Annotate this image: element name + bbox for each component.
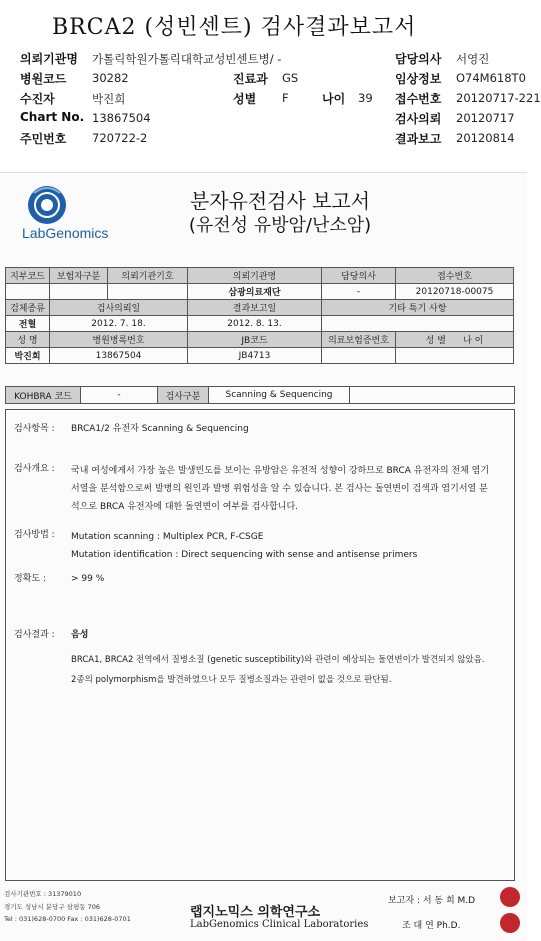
item-value: BRCA1/2 유전자 Scanning & Sequencing: [71, 424, 249, 434]
overview-label: 검사개요 :: [14, 464, 55, 474]
table-cell: [396, 348, 514, 364]
table-row: [6, 300, 514, 316]
test-type-label: 검사구분: [158, 387, 209, 403]
table-header-cell: 의뢰기관기호: [108, 268, 188, 284]
header-label: 담당의사: [395, 52, 442, 66]
table-cell: [50, 284, 108, 300]
table-header-cell: 담당의사: [322, 268, 396, 284]
lab-contact: Tel : 031)628-0700 Fax : 031)628-0701: [4, 915, 131, 923]
table-cell: [322, 316, 514, 332]
header-value: 13867504: [92, 111, 151, 125]
header-label: 진료과: [233, 72, 268, 86]
table-header-cell: 검사의뢰일: [50, 300, 188, 316]
header-label: 검사의뢰: [395, 112, 442, 126]
logo-emblem-icon: [26, 185, 72, 225]
sex-header: 성 별: [425, 336, 446, 346]
table-header-cell: 성 명: [6, 332, 50, 348]
header-value: 39: [358, 91, 373, 105]
header-value: F: [282, 91, 289, 105]
table-header-cell: 의뢰기관명: [188, 268, 322, 284]
table-cell: 삼광의료재단: [188, 284, 322, 300]
method-line: Mutation identification : Direct sequencing with sense and antisense primers: [71, 550, 418, 560]
table-header-cell: JB코드: [188, 332, 322, 348]
kohbra-empty: [350, 387, 514, 403]
result-value: 음성: [71, 630, 89, 640]
test-type-value: Scanning & Sequencing: [209, 387, 350, 403]
table-row: [6, 316, 514, 332]
header-value: 20120717-221: [456, 91, 541, 105]
table-row: [6, 268, 514, 284]
table-cell: 13867504: [50, 348, 188, 364]
table-cell: [6, 284, 50, 300]
table-cell: 전혈: [6, 316, 50, 332]
table-header-cell: 지부코드: [6, 268, 50, 284]
header-label: 접수번호: [395, 92, 442, 106]
table-cell: JB4713: [188, 348, 322, 364]
seal-stamp-icon: [500, 913, 520, 933]
table-header-cell: 의료보험증번호: [322, 332, 396, 348]
table-header-cell: 기타 특기 사항: [322, 300, 514, 316]
item-label: 검사항목 :: [14, 424, 55, 434]
overview-line: 서열을 분석함으로써 발병의 원인과 발병 위험성을 알 수 있습니다. 본 검사는 돌연변이 검색과 염기서열 분: [71, 484, 488, 494]
request-info-table: [5, 267, 514, 364]
table-cell: [108, 284, 188, 300]
result-text: [71, 650, 513, 690]
overview-line: 국내 여성에게서 가장 높은 발생빈도를 보이는 유방암은 유전적 성향이 강하므로 BRCA 유전자의 전체 염기: [71, 466, 490, 476]
header-label: 주민번호: [20, 132, 67, 146]
seal-stamp-icon: [500, 887, 520, 907]
report-title: 분자유전검사 보고서: [189, 189, 371, 213]
header-label: 의뢰기관명: [20, 52, 78, 66]
table-row: [6, 348, 514, 364]
report-subtitle: (유전성 유방암/난소암): [188, 215, 372, 236]
lab-address: 경기도 성남시 분당구 삼평동 706: [4, 903, 101, 911]
overview-line: 석으로 BRCA 유전자에 대한 돌연변이 여부를 검사합니다.: [71, 502, 299, 512]
table-cell: 2012. 7. 18.: [50, 316, 188, 332]
result-label: 검사결과 :: [14, 630, 55, 640]
header-label: 병원코드: [20, 72, 67, 86]
table-header-cell: 접수번호: [396, 268, 514, 284]
labgenomics-logo: [22, 185, 122, 245]
lab-name-korean: 랩지노믹스 의학연구소: [190, 905, 321, 920]
table-cell: [322, 348, 396, 364]
accuracy-label: 정확도 :: [14, 574, 46, 584]
header-label: 임상정보: [395, 72, 442, 86]
document-title: BRCA2 (성빈센트) 검사결과보고서: [52, 15, 417, 40]
result-line: 2종의 polymorphism을 발견하였으나 모두 질병소질과는 관련이 없을 것으로 판단됨.: [71, 675, 392, 685]
table-header-cell: 병원병록번호: [50, 332, 188, 348]
table-row: [6, 284, 514, 300]
lab-name-english: LabGenomics Clinical Laboratories: [190, 919, 369, 930]
result-line: BRCA1, BRCA2 전역에서 질병소질 (genetic susceptibility)와 관련이 예상되는 돌연변이가 발견되지 않았음.: [71, 655, 485, 665]
age-header: 나 이: [463, 336, 484, 346]
accuracy-value: > 99 %: [71, 574, 105, 584]
table-row: [6, 332, 514, 348]
header-value: 30282: [92, 71, 129, 85]
logo-text: LabGenomics: [22, 225, 109, 241]
header-value: 20120814: [456, 131, 515, 145]
table-cell: 20120718-00075: [396, 284, 514, 300]
scanned-report: [0, 172, 527, 941]
header-value: GS: [282, 71, 299, 85]
reporter-1: 보고자 : 서 동 희 M.D: [388, 896, 476, 906]
header-value: 서영진: [456, 52, 490, 66]
header-label: 나이: [322, 92, 346, 106]
header-value: O74M618T0: [456, 71, 526, 85]
table-cell: -: [322, 284, 396, 300]
method-text: [71, 528, 511, 564]
reporter-2: 조 대 연 Ph.D.: [402, 921, 461, 931]
header-label: 결과보고: [395, 132, 442, 146]
result-body: [5, 409, 515, 881]
table-header-cell: 보험자구분: [50, 268, 108, 284]
patient-header: [20, 50, 541, 150]
method-label: 검사방법 :: [14, 530, 55, 540]
header-value: 20120717: [456, 111, 515, 125]
header-label: Chart No.: [20, 110, 85, 124]
kohbra-label: KOHBRA 코드: [6, 387, 81, 403]
table-header-cell: [396, 332, 514, 348]
overview-text: [71, 462, 511, 516]
table-header-cell: 검체종류: [6, 300, 50, 316]
table-header-cell: 결과보고일: [188, 300, 322, 316]
header-label: 성별: [233, 92, 257, 106]
header-label: 수진자: [20, 92, 55, 106]
kohbra-value: -: [81, 387, 158, 403]
method-line: Mutation scanning : Multiplex PCR, F-CSGE: [71, 532, 264, 542]
table-cell: 2012. 8. 13.: [188, 316, 322, 332]
table-cell: 박진희: [6, 348, 50, 364]
lab-license: 검사기관번호 : 31379010: [4, 890, 82, 898]
header-value: 박진희: [92, 92, 126, 106]
header-value: 가톨릭학원가톨릭대학교성빈센트병/ -: [92, 52, 282, 66]
header-value: 720722-2: [92, 131, 148, 145]
kohbra-row: [5, 386, 515, 404]
